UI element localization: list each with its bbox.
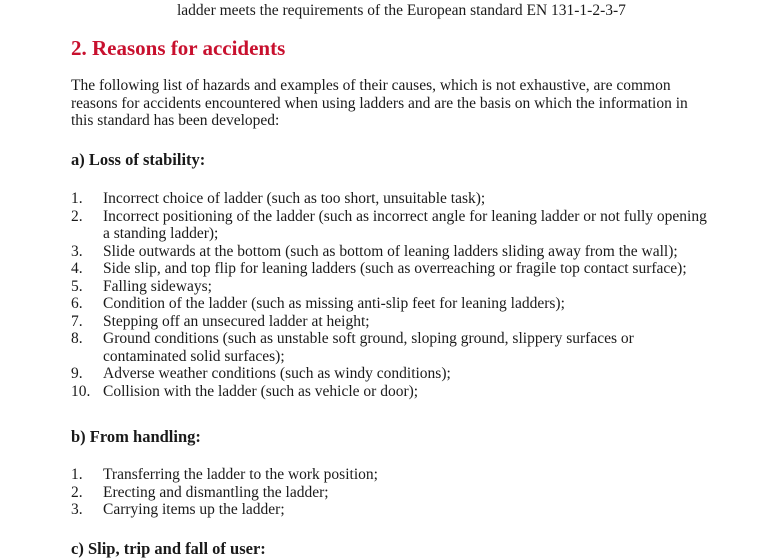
preceding-text-line: ladder meets the requirements of the European standard EN 131-1-2-3-7: [177, 2, 626, 19]
subsection-heading-slip-trip-fall: c) Slip, trip and fall of user:: [71, 539, 266, 558]
list-item-number: 1.: [71, 466, 83, 483]
list-item-text: Slide outwards at the bottom (such as bottom of leaning ladders sliding away from the wall);: [103, 242, 678, 260]
list-from-handling: [71, 466, 711, 519]
list-item-number: 3.: [71, 242, 83, 260]
list-item-number: 4.: [71, 260, 83, 277]
list-item-text: Adverse weather conditions (such as windy conditions);: [103, 365, 451, 382]
list-item: [71, 365, 711, 383]
list-item-text: Erecting and dismantling the ladder;: [103, 483, 329, 501]
list-item: [71, 484, 711, 502]
list-item: [71, 295, 711, 313]
list-item-text: Condition of the ladder (such as missing anti-slip feet for leaning ladders);: [103, 295, 565, 312]
subsection-heading-loss-of-stability: a) Loss of stability:: [71, 150, 206, 169]
list-item-number: 6.: [71, 295, 83, 312]
list-item-text: Incorrect choice of ladder (such as too short, unsuitable task);: [103, 190, 486, 207]
list-item: [71, 466, 711, 484]
list-item-text: Stepping off an unsecured ladder at height;: [103, 312, 370, 330]
list-loss-of-stability: [71, 190, 711, 400]
list-item-number: 3.: [71, 501, 83, 518]
list-item: [71, 383, 711, 401]
list-item-number: 10.: [71, 382, 91, 400]
section-title: 2. Reasons for accidents: [71, 36, 286, 60]
list-item-number: 2.: [71, 207, 83, 225]
list-item-number: 7.: [71, 312, 83, 330]
list-item: [71, 190, 711, 208]
list-item-text: Transferring the ladder to the work position;: [103, 466, 378, 483]
list-item-number: 1.: [71, 190, 83, 207]
intro-paragraph: The following list of hazards and examples of their causes, which is not exhaustive, are common reasons for accidents encountered when using ladders and are the basis on which the information in this standard has been developed:: [71, 77, 688, 129]
list-item-text: Collision with the ladder (such as vehicle or door);: [103, 382, 419, 400]
list-item: [71, 243, 711, 261]
list-item: [71, 260, 711, 278]
list-item-text: Side slip, and top flip for leaning ladders (such as overreaching or fragile top contact surface);: [103, 260, 687, 277]
subsection-heading-from-handling: b) From handling:: [71, 427, 201, 446]
list-item-number: 2.: [71, 483, 83, 501]
list-item: [71, 501, 711, 519]
list-item-text: Incorrect positioning of the ladder (such as incorrect angle for leaning ladder or not fully opening a standing ladder);: [103, 207, 707, 242]
list-item: [71, 208, 711, 243]
list-item-number: 8.: [71, 330, 83, 347]
list-item: [71, 330, 711, 365]
list-item-text: Carrying items up the ladder;: [103, 501, 285, 518]
list-item-number: 5.: [71, 277, 83, 295]
list-item: [71, 278, 711, 296]
list-item: [71, 313, 711, 331]
list-item-text: Falling sideways;: [103, 277, 212, 295]
list-item-number: 9.: [71, 365, 83, 382]
list-item-text: Ground conditions (such as unstable soft ground, sloping ground, slippery surfaces or contaminated solid surfaces);: [103, 330, 634, 365]
